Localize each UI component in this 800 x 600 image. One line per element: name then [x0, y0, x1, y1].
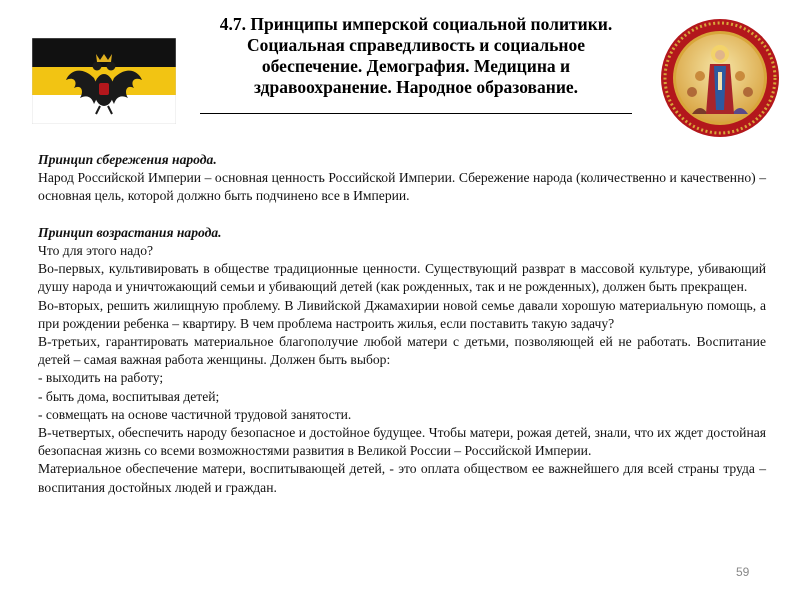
page-title	[190, 14, 642, 98]
section-heading-preservation: Принцип сбережения народа.	[38, 152, 217, 167]
paragraph-second: Во-вторых, решить жилищную проблему. В Ливийской Джамахирии новой семье давали хорошую материальную помощь, а при рождении ребенка – квартиру. В чем проблема настроить жилья, если поставить такую задачу?	[38, 297, 766, 331]
spacer	[38, 206, 766, 224]
imperial-flag-icon	[32, 38, 176, 124]
list-item-choice-2: - быть дома, воспитывая детей;	[38, 388, 220, 404]
section-heading-growth: Принцип возрастания народа.	[38, 224, 222, 240]
title-underline	[200, 113, 632, 114]
paragraph-final: Материальное обеспечение матери, воспитывающей детей, - это оплата обществом ее важнейшего для всей страны труда – воспитания достойных людей и граждан.	[38, 461, 766, 495]
paragraph-third: В-третьих, гарантировать материальное благополучие любой матери с детьми, позволяющей ей не работать. Воспитание детей – самая важная работа женщины. Должен быть выбор:	[38, 334, 766, 368]
paragraph-fourth: В-четвертых, обеспечить народу безопасное и достойное будущее. Чтобы матери, рожая детей, знали, что их ждет достойная безопасная жизнь со всеми возможностями развития в Великой России – Российской Империи.	[38, 425, 766, 459]
paragraph-preservation: Народ Российской Империи – основная ценность Российской Империи. Сбережение народа (количественно и качественно) – основная цель, которой должно быть подчинено все в Империи.	[38, 170, 766, 204]
list-item-choice-1: - выходить на работу;	[38, 370, 164, 386]
content-body	[38, 151, 766, 497]
page-number: 59	[736, 565, 750, 579]
saint-emblem-icon	[660, 18, 780, 138]
paragraph-question: Что для этого надо?	[38, 243, 154, 258]
list-item-choice-3: - совмещать на основе частичной трудовой занятости.	[38, 406, 352, 422]
paragraph-first: Во-первых, культивировать в обществе традиционные ценности. Существующий разврат в массовой культуре, убивающий душу народа и уничтожающий семьи и убивающий детей (как рожденных, так и не рожденных), должен быть прекращен.	[38, 261, 766, 295]
title-line-3: обеспечение. Демография. Медицина и	[261, 56, 571, 76]
title-line-1: 4.7. Принципы имперской социальной политики.	[219, 14, 613, 34]
title-line-2: Социальная справедливость и социальное	[246, 35, 586, 55]
title-line-4: здравоохранение. Народное образование.	[253, 77, 579, 97]
